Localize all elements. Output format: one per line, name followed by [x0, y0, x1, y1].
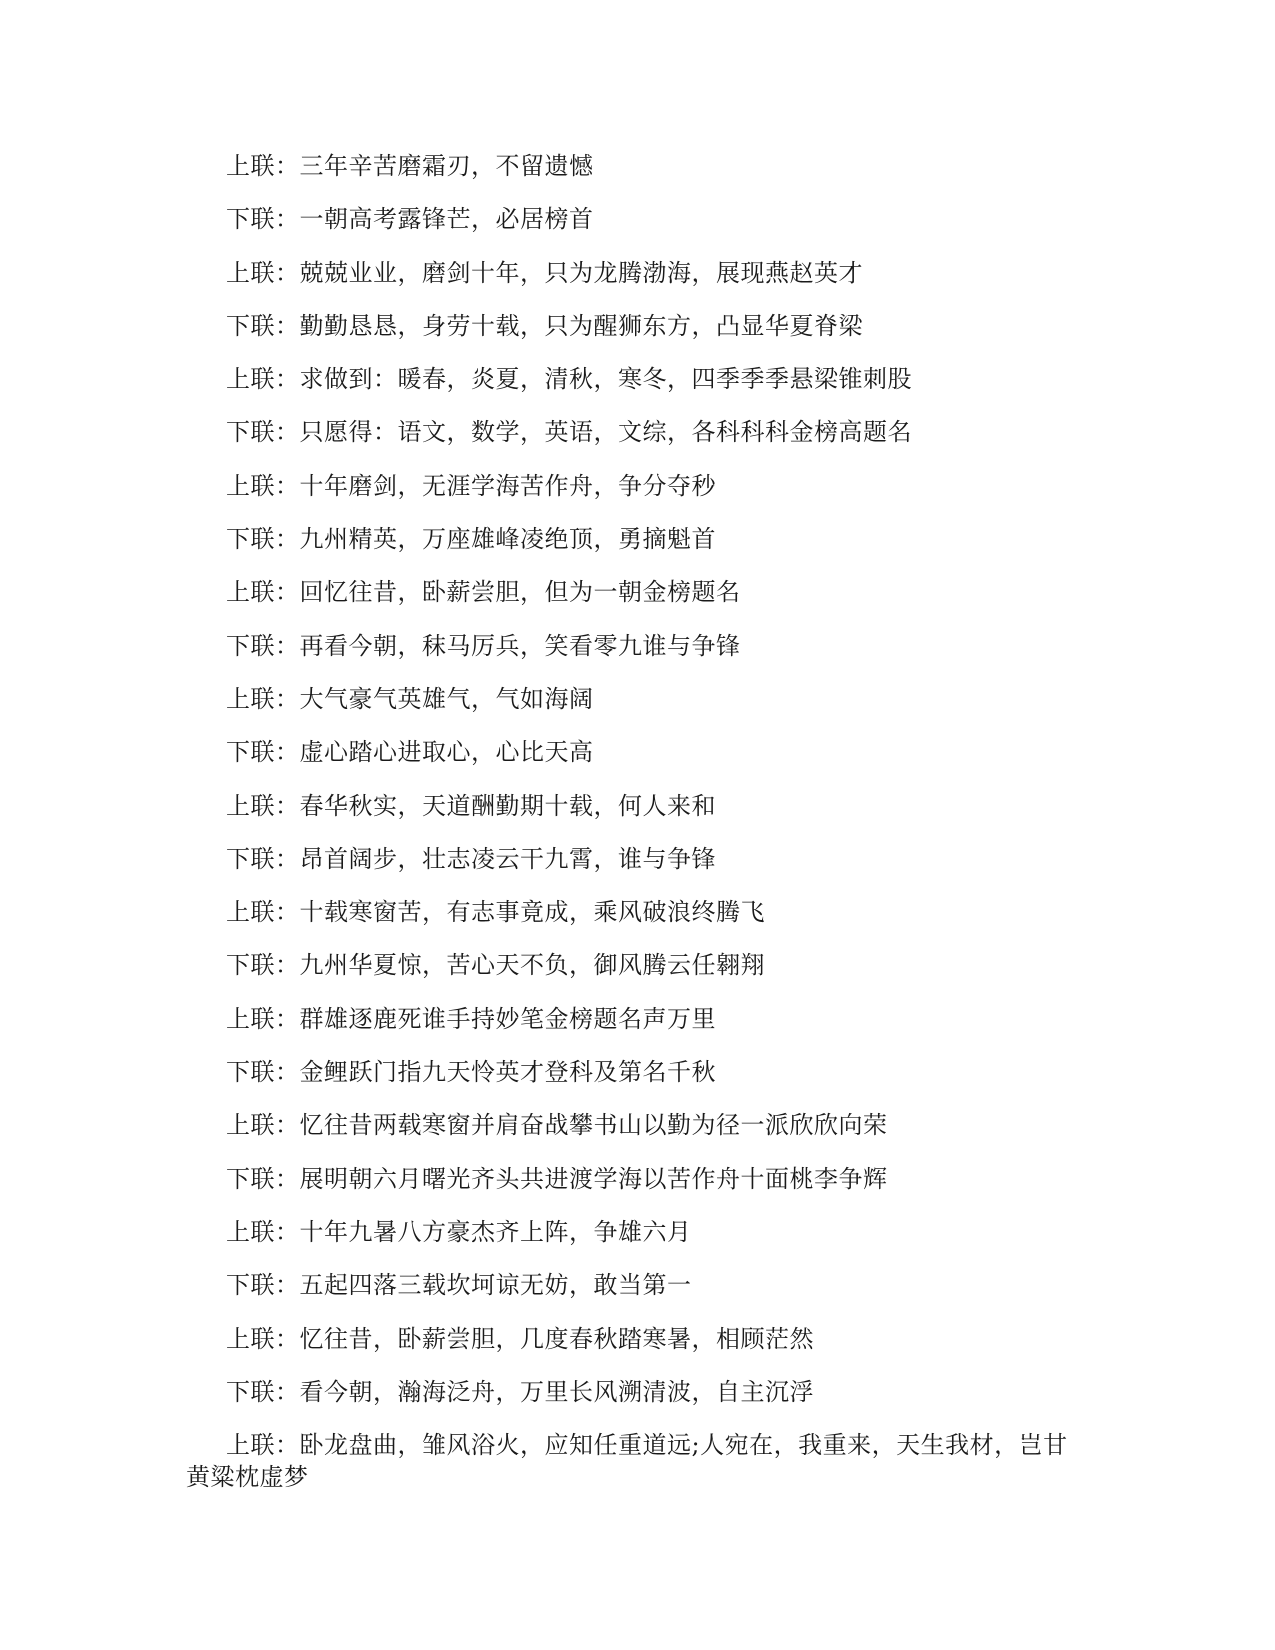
couplet-line: 上联：忆往昔，卧薪尝胆，几度春秋踏寒暑，相顾茫然 [226, 1324, 814, 1353]
couplet-line: 下联：虚心踏心进取心，心比天高 [226, 738, 594, 767]
couplet-line: 下联：金鲤跃门指九天怜英才登科及第名千秋 [226, 1058, 716, 1087]
couplet-line: 下联：一朝高考露锋芒，必居榜首 [226, 205, 594, 234]
couplet-line: 上联：三年辛苦磨霜刃，不留遗憾 [226, 152, 594, 180]
couplet-line: 上联：兢兢业业，磨剑十年，只为龙腾渤海，展现燕赵英才 [226, 258, 863, 287]
couplet-line: 下联：九州华夏惊，苦心天不负，御风腾云任翱翔 [226, 951, 765, 980]
couplet-line: 上联：求做到：暖春，炎夏，清秋，寒冬，四季季季悬梁锥刺股 [226, 365, 912, 394]
couplet-line: 下联：勤勤恳恳，身劳十载，只为醒狮东方，凸显华夏脊梁 [226, 311, 863, 340]
couplet-line: 上联：春华秋实，天道酬勤期十载，何人来和 [226, 791, 716, 820]
couplet-line: 下联：五起四落三载坎坷谅无妨，敢当第一 [226, 1271, 692, 1300]
document-body [186, 140, 1086, 1517]
couplet-line: 下联：再看今朝，秣马厉兵，笑看零九谁与争锋 [226, 631, 741, 660]
couplet-line: 上联：大气豪气英雄气，气如海阔 [226, 684, 594, 713]
couplet-line: 上联：群雄逐鹿死谁手持妙笔金榜题名声万里 [226, 1004, 716, 1033]
couplet-line: 上联：回忆往昔，卧薪尝胆，但为一朝金榜题名 [226, 578, 741, 607]
couplet-line: 上联：十年磨剑，无涯学海苦作舟，争分夺秒 [226, 471, 716, 500]
couplet-line: 下联：展明朝六月曙光齐头共进渡学海以苦作舟十面桃李争辉 [226, 1164, 888, 1193]
final-couplet-paragraph: 上联：卧龙盘曲，雏风浴火，应知任重道远;人宛在，我重来，天生我材，岂甘黄粱枕虚梦 [186, 1431, 1068, 1492]
couplet-line: 下联：九州精英，万座雄峰凌绝顶，勇摘魁首 [226, 525, 716, 554]
couplet-line: 下联：昂首阔步，壮志凌云干九霄，谁与争锋 [226, 844, 716, 873]
couplet-line: 下联：只愿得：语文，数学，英语，文综，各科科科金榜高题名 [226, 418, 912, 447]
couplet-line: 下联：看今朝，瀚海泛舟，万里长风溯清波，自主沉浮 [226, 1377, 814, 1406]
couplet-line: 上联：忆往昔两载寒窗并肩奋战攀书山以勤为径一派欣欣向荣 [226, 1111, 888, 1140]
couplet-line: 上联：十载寒窗苦，有志事竟成，乘风破浪终腾飞 [226, 898, 765, 927]
couplet-line: 上联：十年九暑八方豪杰齐上阵，争雄六月 [226, 1217, 692, 1246]
